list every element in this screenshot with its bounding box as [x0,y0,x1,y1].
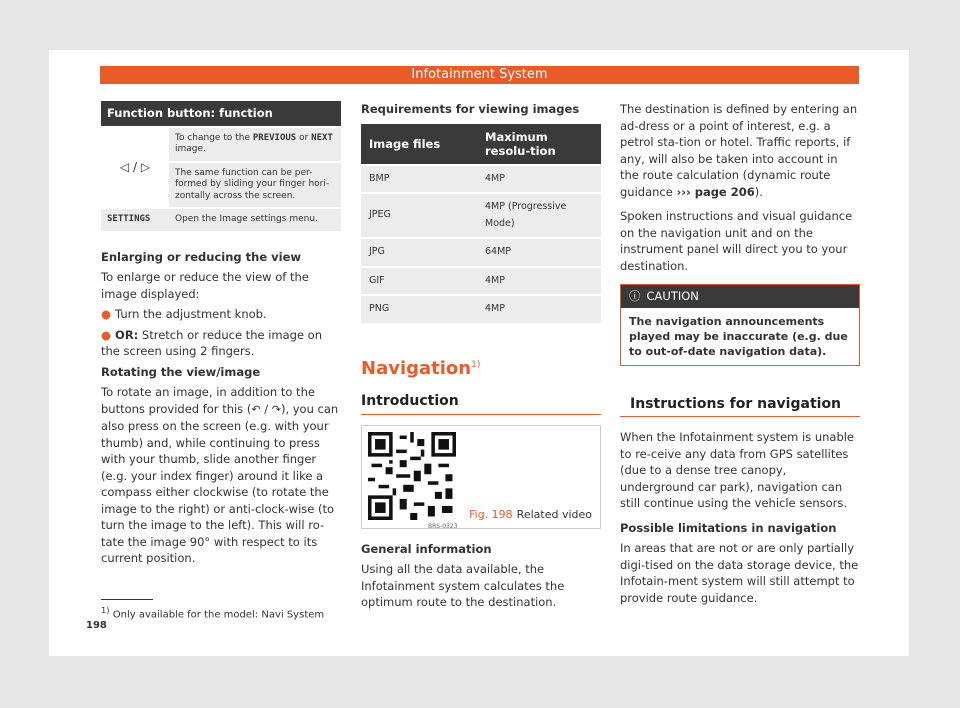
table-row [361,194,601,237]
bullet-icon: ● [101,327,112,342]
cell-file: JPEG [361,194,477,237]
table-row [361,268,601,295]
table-row [361,166,601,193]
arrow-left-icon: ◁ [119,159,130,174]
figure-caption [469,507,592,524]
destination-text-a: The destination is defined by entering an ad-dress or a point of interest, e.g. a petrol sta-tion or hotel. Traffic reports, if any, will also be taken into account in the route calculation (dynamic route guidance [620,102,858,199]
general-info-title: General information [361,541,492,556]
bullet-or [101,327,341,360]
cell-file: JPG [361,239,477,266]
column-middle [361,101,601,619]
bullet-or-lead: OR: [115,327,139,342]
cell-file: PNG [361,296,477,323]
bullet-or-text: Stretch or reduce the image on the screen using 2 fingers. [101,327,323,358]
settings-key: SETTINGS [101,209,169,231]
function-desc-settings: Open the Image settings menu. [169,209,341,231]
requirements-title: Requirements for viewing images [361,102,580,116]
instructions-heading: Instructions for navigation [620,388,860,418]
table-row [361,296,601,323]
navigation-footnote-mark: 1) [471,359,481,370]
cell-res: 4MP [477,268,601,295]
cell-file: BMP [361,166,477,193]
heading-enlarge: Enlarging or reducing the view [101,249,302,264]
spoken-instructions-text: Spoken instructions and visual guidance on the navigation unit and on the instrument panel will direct you to your destination. [620,209,853,273]
desc-text-mid: or [296,132,312,143]
col-header-image-files: Image files [361,124,477,164]
figure-number: Fig. 198 [469,508,513,521]
page-number: 198 [86,620,107,631]
column-right [620,101,860,614]
qr-code-icon[interactable] [368,432,456,520]
general-info-text: Using all the data available, the Infotainment system calculates the optimum route to the destination. [361,562,565,609]
function-table-heading: Function button: function [101,101,341,126]
function-table [101,101,341,231]
warning-icon: ⓘ [629,289,641,303]
figure-code: BRS-0323 [428,522,458,530]
text-rotate-b: ), you can also press on the screen (e.g. with your thumb) and, while continuing to press with your thumb, slide another finger (e.g. your index finger) around it like a compass either clockwise (to rotate the image to the right) or anti-clock-wise (to turn the image to the left). This will ro-tate the image 90° with respect to its current position. [101,401,339,565]
desc-text: To change to the [175,132,253,143]
arrow-right-icon: ▷ [140,159,151,174]
bullet-knob-text: Turn the adjustment knob. [115,307,267,321]
text-enlarge: To enlarge or reduce the view of the image displayed: [101,270,309,301]
caution-title: CAUTION [646,289,699,303]
caution-text: The navigation announcements played may be inaccurate (e.g. due to out-of-date navigation data). [629,314,848,358]
figure-label: Related video [516,508,592,521]
page-ref-link[interactable]: ››› page 206 [676,184,755,199]
next-key: NEXT [311,132,333,143]
cell-res: 64MP [477,239,601,266]
text-rotate-a: To rotate an image, in addition to the buttons provided for this ( [101,385,315,416]
table-row [361,239,601,266]
bullet-icon: ● [101,307,112,321]
rotate-right-icon: ↷ [271,402,281,416]
limitations-heading: Possible limitations in navigation [620,520,837,535]
function-desc-swipe: The same function can be per-formed by sliding your finger hori-zontally across the screen. [169,163,341,208]
desc-text-post: image. [175,144,206,154]
cell-res: 4MP [477,296,601,323]
caution-box [620,284,860,366]
rotate-left-icon: ↶ [251,402,261,416]
cell-res: 4MP (Progressive Mode) [477,194,601,237]
prev-next-arrows [101,128,169,208]
heading-rotate: Rotating the view/image [101,364,261,379]
text-rotate [101,384,341,567]
cell-file: GIF [361,268,477,295]
arrows-separator: / [132,159,138,174]
footnote [101,605,324,620]
introduction-heading: Introduction [361,385,601,415]
navigation-title [361,357,601,378]
col-header-max-resolution: Maximum resolu-tion [477,124,601,164]
figure-198 [361,425,601,529]
page-header: Infotainment System [100,66,859,84]
previous-key: PREVIOUS [252,132,297,143]
footnote-text: Only available for the model: Navi System [112,609,325,621]
function-desc-prev-next [169,128,341,161]
navigation-title-text: Navigation [361,357,472,379]
footnote-divider [101,599,153,600]
destination-text-b: ). [754,184,763,199]
footnote-mark: 1) [101,605,110,615]
rotate-sep: / [260,401,272,416]
limitations-text: In areas that are not or are only partially digi-tised on the data storage device, the Infotain-ment system will still attempt to provide route guidance. [620,541,859,605]
bullet-knob [101,306,341,323]
cell-res: 4MP [477,166,601,193]
gps-text: When the Infotainment system is unable to re-ceive any data from GPS satellites (due to a dense tree canopy, underground car park), navigation can still continue using the vehicle sensors. [620,430,855,510]
destination-text [620,101,860,200]
caution-header [621,285,859,308]
image-requirements-table [361,124,601,323]
column-left [101,101,341,575]
